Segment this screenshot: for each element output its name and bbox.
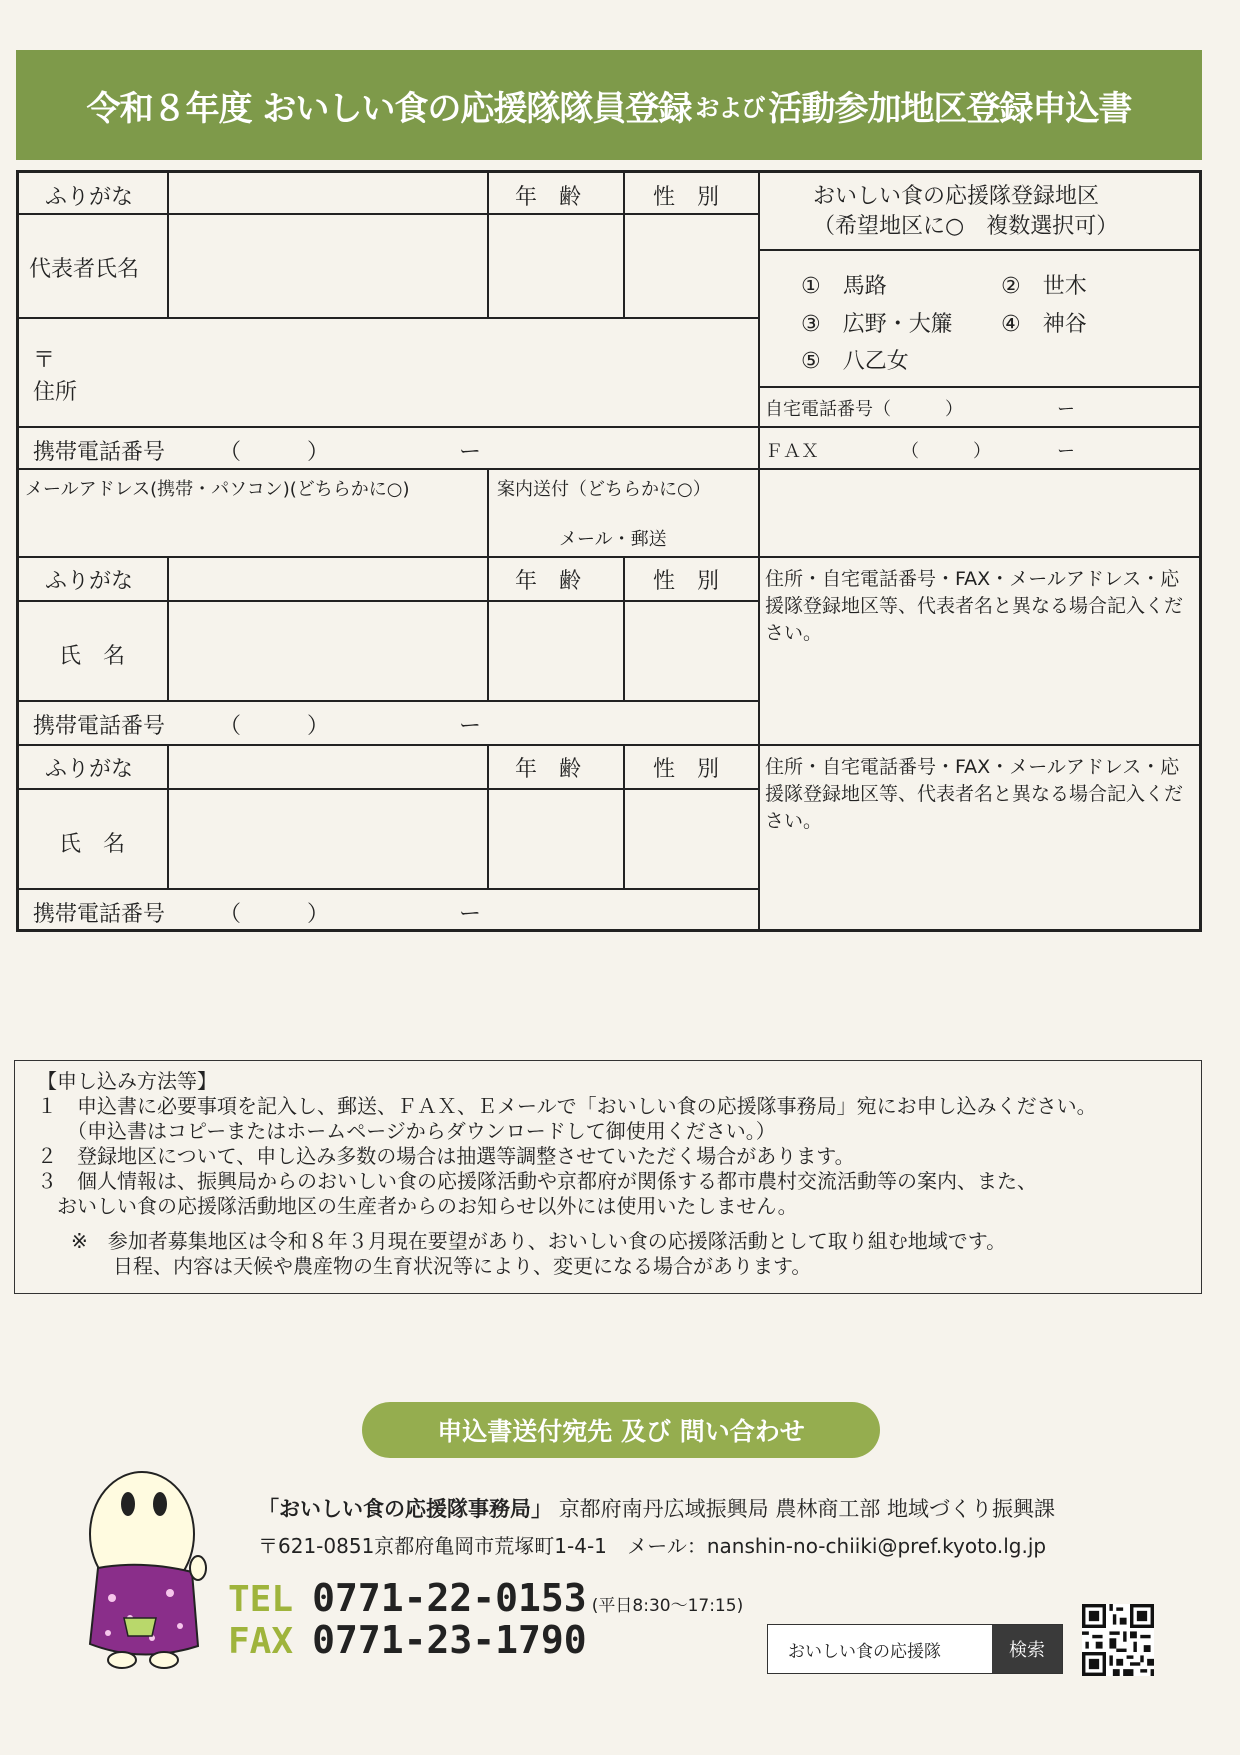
fax-label: ＦＡＸ (765, 441, 819, 462)
home-phone-dash: ー (1057, 399, 1075, 420)
sex-label: 性 別 (653, 185, 720, 210)
mobile-dash: ー (459, 440, 482, 465)
notes-line-3: ２ 登録地区について、申し込み多数の場合は抽選等調整させていただく場合があります。 (37, 1144, 855, 1168)
area-option-4[interactable]: ④ 神谷 (1001, 312, 1087, 337)
search-query[interactable]: おいしい食の応援隊 (768, 1625, 992, 1673)
qr-code-icon[interactable] (1082, 1604, 1154, 1676)
application-notes (14, 1060, 1202, 1294)
mobile-paren-3: （ ） (219, 902, 330, 927)
fax-contact-label: FAX (228, 1621, 294, 1662)
home-phone-label: 自宅電話番号（ ） (765, 399, 963, 420)
tel-hours: (平日8:30〜17:15) (591, 1596, 744, 1616)
area-heading-1: おいしい食の応援隊登録地区 (813, 184, 1100, 209)
search-bar (767, 1624, 1063, 1674)
mail-send-label: 案内送付（どちらかに○） (497, 479, 711, 500)
notes-remark-1: ※ 参加者募集地区は令和８年３月現在要望があり、おいしい食の応援隊活動として取り組む地域です。 (71, 1229, 1007, 1253)
search-button[interactable]: 検索 (992, 1625, 1062, 1673)
age-label: 年 齢 (515, 185, 582, 210)
contact-address-line (258, 1530, 1046, 1559)
fax-paren: （ ） (901, 441, 991, 462)
sex-label-2: 性 別 (653, 569, 720, 594)
title-part3: 活動参加地区登録申込書 (768, 88, 1132, 129)
member-note-2: 住所・自宅電話番号・FAX・メールアドレス・応援隊登録地区等、代表者名と異なる場合記入ください。 (765, 568, 1184, 644)
tel-line (228, 1576, 743, 1620)
mascot-illustration (80, 1468, 220, 1678)
address-label: 住所 (33, 380, 78, 405)
tel-number[interactable]: 0771-22-0153 (312, 1576, 587, 1620)
age-label-2: 年 齢 (515, 569, 582, 594)
furigana-label-3: ふりがな (45, 757, 134, 782)
fax-line (228, 1618, 587, 1662)
member-note-3: 住所・自宅電話番号・FAX・メールアドレス・応援隊登録地区等、代表者名と異なる場合記入ください。 (765, 756, 1184, 832)
age-label-3: 年 齢 (515, 757, 582, 782)
notes-line-4: ３ 個人情報は、振興局からのおいしい食の応援隊活動や京都府が関係する都市農村交流活動等の案内、また、 (37, 1169, 1037, 1193)
mobile-dash-3: ー (459, 902, 482, 927)
sex-label-3: 性 別 (653, 757, 720, 782)
mobile-paren: （ ） (219, 440, 330, 465)
postal-mark: 〒 (33, 348, 56, 373)
email-label: メールアドレス(携帯・パソコン)(どちらかに○) (25, 479, 410, 500)
notes-remark-2: 日程、内容は天候や農産物の生育状況等により、変更になる場合があります。 (113, 1254, 812, 1278)
mail-send-options: メール・郵送 (559, 529, 667, 550)
rep-name-label: 代表者氏名 (29, 257, 140, 282)
area-option-1[interactable]: ① 馬路 (801, 274, 887, 299)
contact-address: 〒621-0851京都府亀岡市荒塚町1-4-1 (258, 1534, 607, 1558)
mobile-label-2: 携帯電話番号 (33, 714, 166, 739)
mobile-dash-2: ー (459, 714, 482, 739)
notes-heading: 【申し込み方法等】 (37, 1069, 217, 1093)
mobile-paren-2: （ ） (219, 714, 330, 739)
contact-dept: 京都府南丹広域振興局 農林商工部 地域づくり振興課 (558, 1497, 1056, 1521)
contact-office: 「おいしい食の応援隊事務局」 (258, 1497, 552, 1521)
fax-number: 0771-23-1790 (312, 1618, 587, 1662)
notes-line-1: １ 申込書に必要事項を記入し、郵送、ＦＡＸ、Ｅメールで「おいしい食の応援隊事務局」宛にお申し込みください。 (37, 1094, 1097, 1118)
contact-email[interactable]: nanshin-no-chiiki@pref.kyoto.lg.jp (706, 1534, 1047, 1558)
area-option-3[interactable]: ③ 広野・大簾 (801, 312, 953, 337)
area-option-5[interactable]: ⑤ 八乙女 (801, 349, 909, 374)
page-title (16, 50, 1202, 160)
contact-office-line (258, 1493, 1055, 1523)
fax-dash: ー (1057, 441, 1075, 462)
contact-mail-label: メール： (627, 1534, 707, 1558)
title-part1: 令和８年度 おいしい食の応援隊隊員登録 (86, 88, 692, 129)
furigana-label-2: ふりがな (45, 569, 134, 594)
mobile-label-3: 携帯電話番号 (33, 902, 166, 927)
title-part2: および (695, 93, 765, 122)
area-heading-2: （希望地区に○ 複数選択可） (813, 214, 1119, 239)
notes-line-5: おいしい食の応援隊活動地区の生産者からのお知らせ以外には使用いたしません。 (37, 1194, 798, 1218)
name-label-3: 氏 名 (59, 832, 126, 857)
furigana-label: ふりがな (45, 185, 134, 210)
notes-line-2: （申込書はコピーまたはホームページからダウンロードして御使用ください。） (37, 1119, 776, 1143)
application-form (16, 170, 1202, 932)
contact-heading: 申込書送付宛先 及び 問い合わせ (362, 1402, 880, 1458)
mobile-label: 携帯電話番号 (33, 440, 166, 465)
name-label-2: 氏 名 (59, 644, 126, 669)
tel-label: TEL (228, 1579, 294, 1620)
area-option-2[interactable]: ② 世木 (1001, 274, 1087, 299)
